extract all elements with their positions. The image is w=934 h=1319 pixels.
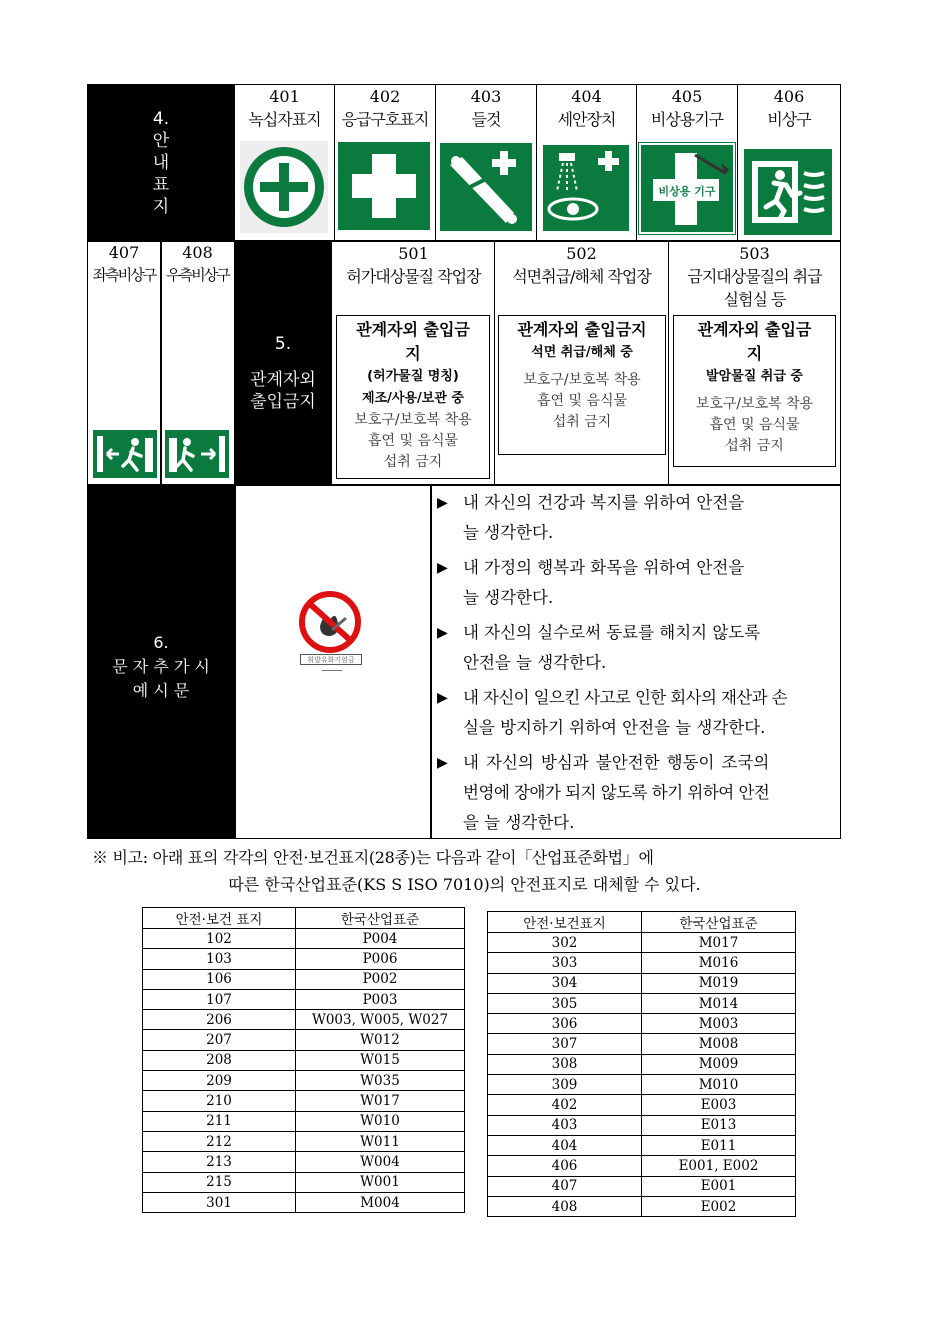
table-row [488, 1054, 796, 1074]
box-title-line: 지 [405, 344, 421, 363]
ks-standard-code-cell: M019 [642, 973, 796, 993]
bullet-triangle-icon: ▶ [437, 755, 448, 771]
note-line-2: 따른 한국산업표준(KS S ISO 7010)의 안전표지로 대체할 수 있다. [228, 875, 701, 894]
table-row [488, 1115, 796, 1135]
box-title-line: 관계자외 출입금 [697, 320, 812, 339]
restricted-section-number: 5. [274, 333, 292, 354]
emergency-equipment-text: 비상용 기구 [658, 185, 716, 198]
safety-sign-code-cell: 106 [143, 969, 296, 989]
right-exit-icon [165, 430, 229, 478]
ks-standard-code-cell: W010 [296, 1111, 465, 1131]
slogan-line: 늘 생각한다. [463, 523, 554, 542]
box-text-line: 보호구/보호복 착용 [354, 412, 472, 428]
restricted-sign-502 [498, 315, 666, 455]
table-row [143, 1172, 465, 1192]
safety-sign-code-cell: 406 [488, 1156, 642, 1176]
box-text-line: 흡연 및 음식물 [367, 433, 459, 449]
safety-sign-code-cell: 103 [143, 949, 296, 969]
slogan-item [437, 748, 837, 838]
sign-name-401: 녹십자표지 [248, 110, 321, 129]
standards-table-left [142, 907, 465, 1213]
example-sign-scale-icon [322, 670, 342, 678]
box-text-line: 보호구/보호복 착용 [523, 372, 641, 388]
sign-code-408: 408 [182, 243, 213, 262]
table-row [488, 973, 796, 993]
box-text-line: 보호구/보호복 착용 [695, 396, 814, 412]
restricted-sign-503 [673, 315, 836, 467]
guide-section-number: 4. [152, 108, 170, 129]
safety-sign-code-cell: 304 [488, 973, 642, 993]
guide-label-char: 안 [152, 130, 170, 151]
ks-standard-code-cell: W011 [296, 1131, 465, 1151]
table-row [143, 1111, 465, 1131]
slogan-line: 안전을 늘 생각한다. [463, 653, 607, 672]
sign-code-405: 405 [671, 87, 703, 106]
safety-sign-code-cell: 213 [143, 1152, 296, 1172]
safety-sign-code-cell: 208 [143, 1050, 296, 1070]
box-text-line: 섭취 금지 [552, 414, 612, 430]
sign-code-406: 406 [773, 87, 805, 106]
sign-name-406: 비상구 [767, 110, 811, 129]
table-row [488, 933, 796, 953]
ks-standard-code-cell: E003 [642, 1095, 796, 1115]
table-row [488, 1014, 796, 1034]
box-sub-line: 발암물질 취급 중 [706, 369, 803, 384]
ks-standard-code-cell: P004 [296, 929, 465, 949]
left-exit-icon [93, 430, 157, 478]
sign-name-408: 우측비상구 [166, 266, 229, 284]
sign-name-503: 금지대상물질의 취급 [687, 267, 822, 286]
text-label-line: 문 자 추 가 시 [112, 656, 210, 676]
ks-standard-code-cell: E011 [642, 1135, 796, 1155]
table-row [488, 1095, 796, 1115]
box-title-line: 관계자외 출입금 [356, 320, 470, 339]
safety-sign-code-cell: 303 [488, 953, 642, 973]
bullet-triangle-icon: ▶ [437, 625, 448, 641]
example-sign-image [292, 588, 370, 686]
slogan-item [437, 553, 837, 613]
slogan-line: 내 자신의 방심과 불안전한 행동이 조국의 [463, 753, 770, 772]
table-row [143, 1152, 465, 1172]
sign-name-403: 들것 [471, 110, 501, 129]
safety-sign-code-cell: 209 [143, 1071, 296, 1091]
safety-sign-code-cell: 207 [143, 1030, 296, 1050]
guide-label-char: 표 [152, 174, 170, 195]
safety-sign-code-cell: 309 [488, 1075, 642, 1095]
table-row [143, 1010, 465, 1030]
sign-name-407: 좌측비상구 [92, 266, 156, 284]
sign-code-502: 502 [566, 244, 597, 263]
slogan-line: 내 자신의 실수로써 동료를 해치지 않도록 [463, 623, 761, 642]
bullet-triangle-icon: ▶ [437, 690, 448, 706]
ks-standard-code-cell: P003 [296, 989, 465, 1009]
bullet-triangle-icon: ▶ [437, 495, 448, 511]
table-row [143, 929, 465, 949]
note-line-1: ※ 비고: 아래 표의 각각의 안전·보건표지(28종)는 다음과 같이「산업표준화법」에 [92, 848, 654, 867]
sign-name-502: 석면취급/해체 작업장 [512, 267, 651, 286]
safety-sign-code-cell: 404 [488, 1135, 642, 1155]
first-aid-cross-icon [338, 142, 430, 230]
ks-standard-code-cell: W035 [296, 1071, 465, 1091]
table-row [143, 989, 465, 1009]
sign-code-503: 503 [739, 244, 770, 263]
safety-sign-code-cell: 306 [488, 1014, 642, 1034]
green-cross-circle-icon [240, 141, 328, 233]
restricted-sign-501 [336, 315, 490, 479]
table-row [143, 1091, 465, 1111]
slogan-item [437, 618, 837, 678]
table-row [488, 1075, 796, 1095]
restricted-section-label [234, 241, 332, 484]
sign-name-405: 비상용기구 [650, 110, 724, 129]
safety-sign-code-cell: 206 [143, 1010, 296, 1030]
safety-sign-code-cell: 210 [143, 1091, 296, 1111]
table-row [143, 1071, 465, 1091]
box-text-line: 흡연 및 음식물 [536, 393, 628, 409]
slogan-line: 늘 생각한다. [463, 588, 554, 607]
box-sub-line: (허가물질 명칭) [367, 369, 459, 384]
table-row [143, 1030, 465, 1050]
slogan-line: 번영에 장애가 되지 않도록 하기 위하여 안전 [463, 783, 770, 802]
safety-sign-code-cell: 302 [488, 933, 642, 953]
text-label-line: 예 시 문 [132, 680, 190, 700]
ks-standard-code-cell: E001 [642, 1176, 796, 1196]
bullet-triangle-icon: ▶ [437, 560, 448, 576]
sign-code-501: 501 [398, 244, 429, 263]
ks-standard-code-cell: W015 [296, 1050, 465, 1070]
sign-code-404: 404 [571, 87, 602, 106]
text-section-label [88, 485, 234, 838]
restricted-label-line: 관계자외 [250, 369, 316, 390]
table-row [143, 969, 465, 989]
sign-code-401: 401 [269, 87, 300, 106]
safety-sign-code-cell: 308 [488, 1054, 642, 1074]
box-text-line: 흡연 및 음식물 [709, 417, 800, 433]
table-header: 안전·보건표지 [488, 912, 642, 933]
table-row [488, 1176, 796, 1196]
guide-label-char: 지 [152, 196, 170, 217]
table-row [488, 1196, 796, 1216]
safety-sign-code-cell: 402 [488, 1095, 642, 1115]
ks-standard-code-cell: W003, W005, W027 [296, 1010, 465, 1030]
table-row [488, 1034, 796, 1054]
table-row [143, 1050, 465, 1070]
slogan-item [437, 683, 837, 743]
table-row [488, 953, 796, 973]
table-row [488, 1156, 796, 1176]
sign-name-402: 응급구호표지 [341, 110, 429, 129]
safety-sign-code-cell: 307 [488, 1034, 642, 1054]
safety-sign-code-cell: 301 [143, 1192, 296, 1212]
ks-standard-code-cell: M014 [642, 993, 796, 1013]
safety-sign-code-cell: 107 [143, 989, 296, 1009]
sign-code-407: 407 [108, 243, 140, 262]
ks-standard-code-cell: E013 [642, 1115, 796, 1135]
ks-standard-code-cell: E001, E002 [642, 1156, 796, 1176]
sign-name-503: 실험실 등 [723, 290, 786, 309]
box-sub-line: 제조/사용/보관 중 [362, 391, 464, 406]
safety-sign-code-cell: 212 [143, 1131, 296, 1151]
table-header: 안전·보건 표지 [143, 908, 296, 929]
guide-section-label [88, 85, 234, 240]
eye-wash-icon [543, 145, 629, 231]
box-title-line: 지 [746, 344, 763, 363]
ks-standard-code-cell: W017 [296, 1091, 465, 1111]
ks-standard-code-cell: W004 [296, 1152, 465, 1172]
safety-sign-code-cell: 215 [143, 1172, 296, 1192]
box-text-line: 섭취 금지 [383, 454, 443, 470]
table-header: 한국산업표준 [642, 912, 796, 933]
sign-code-402: 402 [369, 87, 401, 106]
ks-standard-code-cell: W001 [296, 1172, 465, 1192]
ks-standard-code-cell: M017 [642, 933, 796, 953]
ks-standard-code-cell: M009 [642, 1054, 796, 1074]
sign-code-403: 403 [470, 87, 502, 106]
safety-sign-code-cell: 407 [488, 1176, 642, 1196]
slogan-line: 을 늘 생각한다. [463, 813, 575, 832]
sign-name-404: 세안장치 [557, 110, 616, 129]
safety-sign-code-cell: 305 [488, 993, 642, 1013]
safety-sign-code-cell: 403 [488, 1115, 642, 1135]
table-header: 한국산업표준 [296, 908, 465, 929]
ks-standard-code-cell: M010 [642, 1075, 796, 1095]
ks-standard-code-cell: M008 [642, 1034, 796, 1054]
emergency-equipment-icon [639, 143, 735, 234]
ks-standard-code-cell: P006 [296, 949, 465, 969]
box-title-line: 관계자외 출입금지 [517, 320, 647, 339]
slogan-list [437, 488, 837, 843]
box-sub-line: 석면 취급/해체 중 [531, 345, 633, 360]
safety-sign-code-cell: 211 [143, 1111, 296, 1131]
ks-standard-code-cell: E002 [642, 1196, 796, 1216]
slogan-line: 내 가정의 행복과 화목을 위하여 안전을 [463, 558, 745, 577]
slogan-line: 실을 방지하기 위하여 안전을 늘 생각한다. [463, 718, 766, 737]
sign-name-501: 허가대상물질 작업장 [346, 267, 481, 286]
stretcher-icon [440, 143, 532, 231]
table-row [143, 1131, 465, 1151]
slogan-line: 내 자신의 건강과 복지를 위하여 안전을 [463, 493, 745, 512]
ks-standard-code-cell: W012 [296, 1030, 465, 1050]
table-row [143, 949, 465, 969]
standards-table-right [487, 911, 796, 1217]
ks-standard-code-cell: M004 [296, 1192, 465, 1212]
table-row [488, 993, 796, 1013]
guide-label-char: 내 [152, 152, 170, 173]
safety-sign-code-cell: 408 [488, 1196, 642, 1216]
text-section-number: 6. [153, 632, 169, 652]
ks-standard-code-cell: P002 [296, 969, 465, 989]
table-row [488, 1135, 796, 1155]
ks-standard-code-cell: M003 [642, 1014, 796, 1034]
restricted-label-line: 출입금지 [250, 391, 316, 412]
slogan-item [437, 488, 837, 548]
safety-sign-code-cell: 102 [143, 929, 296, 949]
ks-standard-code-cell: M016 [642, 953, 796, 973]
emergency-exit-icon [744, 149, 832, 235]
box-text-line: 섭취 금지 [725, 438, 784, 454]
slogan-line: 내 자신이 일으킨 사고로 인한 회사의 재산과 손 [463, 688, 787, 707]
example-sign-caption: 휘발유화기엄금 [300, 654, 362, 665]
table-row [143, 1192, 465, 1212]
